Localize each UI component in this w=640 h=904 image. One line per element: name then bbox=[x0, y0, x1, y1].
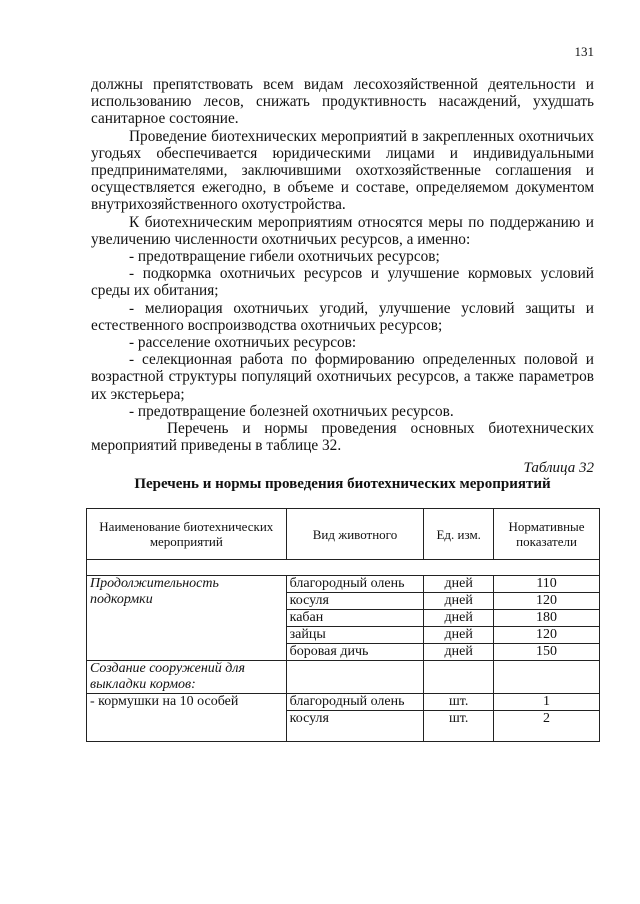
animal-cell: благородный олень bbox=[286, 694, 424, 711]
value-cell: 120 bbox=[494, 593, 600, 610]
animal-cell: боровая дичь bbox=[286, 644, 424, 661]
table-caption: Таблица 32 bbox=[523, 460, 594, 476]
animal-cell: косуля bbox=[286, 711, 424, 742]
animal-cell: кабан bbox=[286, 610, 424, 627]
list-item: - предотвращение гибели охотничьих ресурсов; bbox=[129, 248, 440, 266]
unit-cell: шт. bbox=[424, 711, 494, 742]
value-cell: 180 bbox=[494, 610, 600, 627]
page-number: 131 bbox=[574, 44, 594, 59]
unit-cell: дней bbox=[424, 644, 494, 661]
table-title: Перечень и нормы проведения биотехнических мероприятий bbox=[134, 476, 551, 492]
animal-cell: косуля bbox=[286, 593, 424, 610]
paragraph: К биотехническим мероприятиям относятся меры по поддержанию и увеличению численности охотничьих ресурсов, а именно: bbox=[91, 213, 594, 248]
unit-cell: дней bbox=[424, 576, 494, 593]
paragraph: Перечень и нормы проведения основных биотехнических мероприятий приведены в таблице 32. bbox=[91, 420, 594, 455]
list-item: - мелиорация охотничьих угодий, улучшение условий защиты и естественного воспроизводства охотничьих ресурсов; bbox=[91, 299, 594, 334]
value-cell: 2 bbox=[494, 711, 600, 742]
value-cell: 120 bbox=[494, 627, 600, 644]
unit-cell: дней bbox=[424, 593, 494, 610]
body-text bbox=[91, 76, 594, 454]
paragraph: должны препятствовать всем видам лесохозяйственной деятельности и использованию лесов, снижать продуктивность насаждений, ухудшать санитарное состояние. bbox=[91, 76, 594, 128]
list-item: - расселение охотничьих ресурсов: bbox=[129, 334, 357, 352]
animal-cell: благородный олень bbox=[286, 576, 424, 593]
table-row bbox=[87, 661, 600, 694]
list-item: - подкормка охотничьих ресурсов и улучшение кормовых условий среды их обитания; bbox=[91, 265, 594, 300]
table-header-row bbox=[87, 509, 600, 560]
unit-cell: шт. bbox=[424, 694, 494, 711]
unit-cell: дней bbox=[424, 610, 494, 627]
animal-cell: зайцы bbox=[286, 627, 424, 644]
list-item: - селекционная работа по формированию определенных половой и возрастной структуры популяций охотничьих ресурсов, а также параметров их экстерьера; bbox=[91, 351, 594, 403]
group-label: Создание сооружений для выкладки кормов: bbox=[87, 661, 287, 694]
value-cell: 110 bbox=[494, 576, 600, 593]
biotech-table bbox=[86, 508, 600, 742]
table-spacer-row bbox=[87, 560, 600, 576]
list-item: - предотвращение болезней охотничьих ресурсов. bbox=[129, 402, 454, 420]
table-row bbox=[87, 694, 600, 711]
value-cell: 150 bbox=[494, 644, 600, 661]
group-label: Продолжительность подкормки bbox=[87, 576, 287, 661]
header-cell: Вид животного bbox=[286, 509, 424, 560]
unit-cell: дней bbox=[424, 627, 494, 644]
table-row bbox=[87, 576, 600, 593]
header-cell: Нормативные показатели bbox=[494, 509, 600, 560]
subitem-label: - кормушки на 10 особей bbox=[87, 694, 287, 742]
header-cell: Наименование биотехнических мероприятий bbox=[87, 509, 287, 560]
paragraph: Проведение биотехнических мероприятий в закрепленных охотничьих угодьях обеспечивается юридическими лицами и индивидуальными предпринимателями, заключившими охотхозяйственные соглашения и осуществляется ежегодно, в объеме и составе, определяемом документом внутрихозяйственного охотустройства. bbox=[91, 127, 594, 214]
header-cell: Ед. изм. bbox=[424, 509, 494, 560]
value-cell: 1 bbox=[494, 694, 600, 711]
